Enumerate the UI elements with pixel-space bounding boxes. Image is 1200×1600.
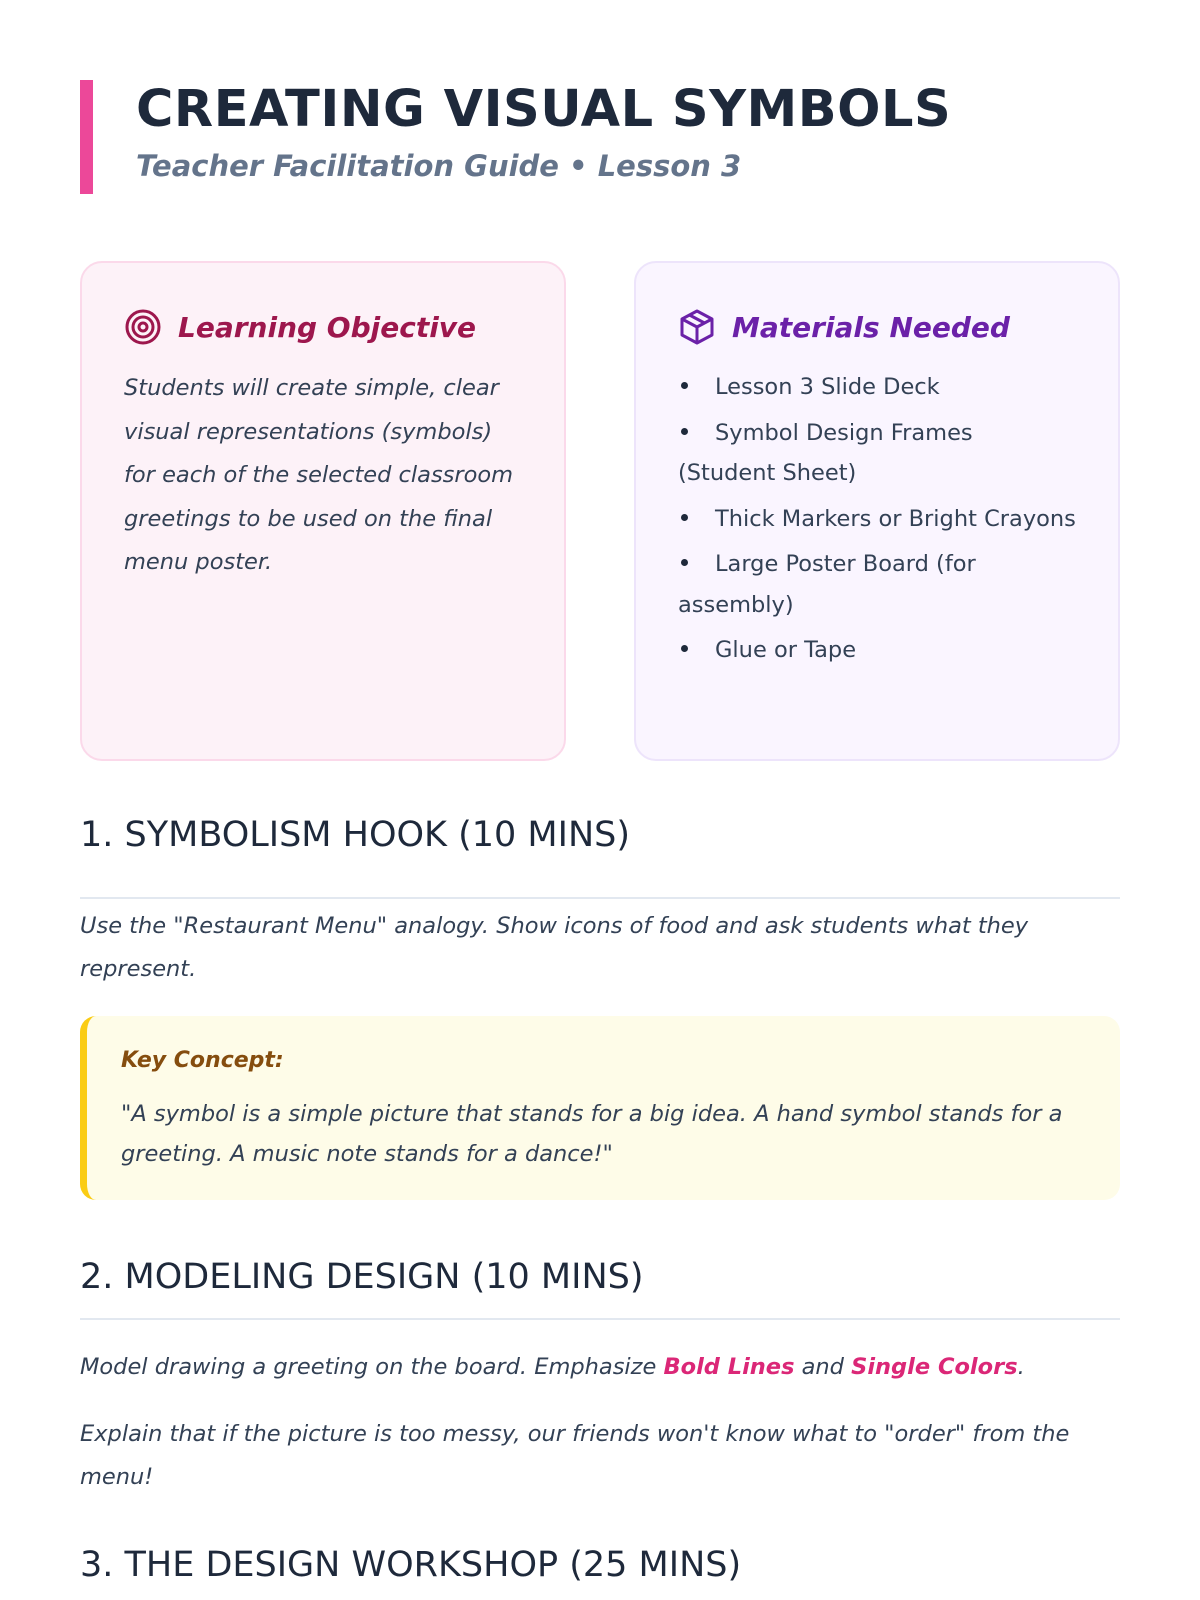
info-cards	[80, 261, 1120, 761]
highlight-single-colors: Single Colors	[851, 1354, 1018, 1380]
material-item-label: Lesson 3 Slide Deck	[715, 374, 940, 400]
list-item	[678, 413, 1076, 494]
page-subtitle: Teacher Facilitation Guide • Lesson 3	[136, 149, 742, 183]
materials-title: Materials Needed	[732, 310, 1010, 344]
material-item-label: Thick Markers or Bright Crayons	[715, 505, 1076, 532]
page-title: CREATING VISUAL SYMBOLS	[136, 80, 952, 139]
objective-card-header	[124, 307, 522, 347]
bullet-icon	[678, 544, 715, 585]
materials-list	[678, 367, 1076, 671]
materials-card-header	[678, 307, 1076, 347]
materials-card	[634, 261, 1120, 761]
list-item	[678, 544, 1076, 625]
key-concept-text: "A symbol is a simple picture that stands for a big idea. A hand symbol stands for a greeting. A music note stands for a dance!"	[121, 1101, 1063, 1167]
guide-page	[80, 80, 1120, 1585]
learning-objective-card	[80, 261, 566, 761]
highlight-bold-lines: Bold Lines	[663, 1354, 795, 1380]
objective-text: Students will create simple, clear visual representations (symbols) for each of the selected classroom greetings to be used on the final menu poster.	[124, 375, 514, 575]
header-accent-bar	[80, 80, 93, 194]
text-segment: .	[1017, 1354, 1025, 1380]
key-concept-callout	[80, 1016, 1120, 1200]
section1-intro-text: Use the "Restaurant Menu" analogy. Show icons of food and ask students what they represent.	[80, 913, 1029, 982]
box-icon	[678, 308, 716, 346]
bullet-icon	[678, 499, 715, 540]
section-divider	[80, 1318, 1120, 1320]
section2-explain-text: Explain that if the picture is too messy, our friends won't know what to "order" from the menu!	[80, 1421, 1070, 1490]
material-item-label: Glue or Tape	[715, 637, 857, 663]
material-item-label: Symbol Design Frames (Student Sheet)	[678, 419, 973, 486]
objective-title: Learning Objective	[178, 310, 477, 344]
text-segment: and	[794, 1354, 852, 1380]
material-item-label: Large Poster Board (for assembly)	[678, 551, 976, 618]
section2-modeling-text	[80, 1346, 1120, 1389]
section-heading-design-workshop: 3. THE DESIGN WORKSHOP (25 MINS)	[80, 1545, 742, 1585]
section-divider	[80, 897, 1120, 899]
text-segment: Model drawing a greeting on the board. Emphasize	[80, 1354, 664, 1380]
bullet-icon	[678, 630, 715, 671]
target-icon	[124, 308, 162, 346]
list-item	[678, 367, 1076, 408]
bullet-icon	[678, 367, 715, 408]
page-header	[80, 80, 1120, 194]
key-concept-label: Key Concept:	[121, 1048, 284, 1073]
bullet-icon	[678, 413, 715, 454]
section-heading-modeling-design: 2. MODELING DESIGN (10 MINS)	[80, 1257, 644, 1297]
list-item	[678, 630, 1076, 671]
list-item	[678, 499, 1076, 540]
section-heading-symbolism-hook: 1. SYMBOLISM HOOK (10 MINS)	[80, 815, 631, 855]
